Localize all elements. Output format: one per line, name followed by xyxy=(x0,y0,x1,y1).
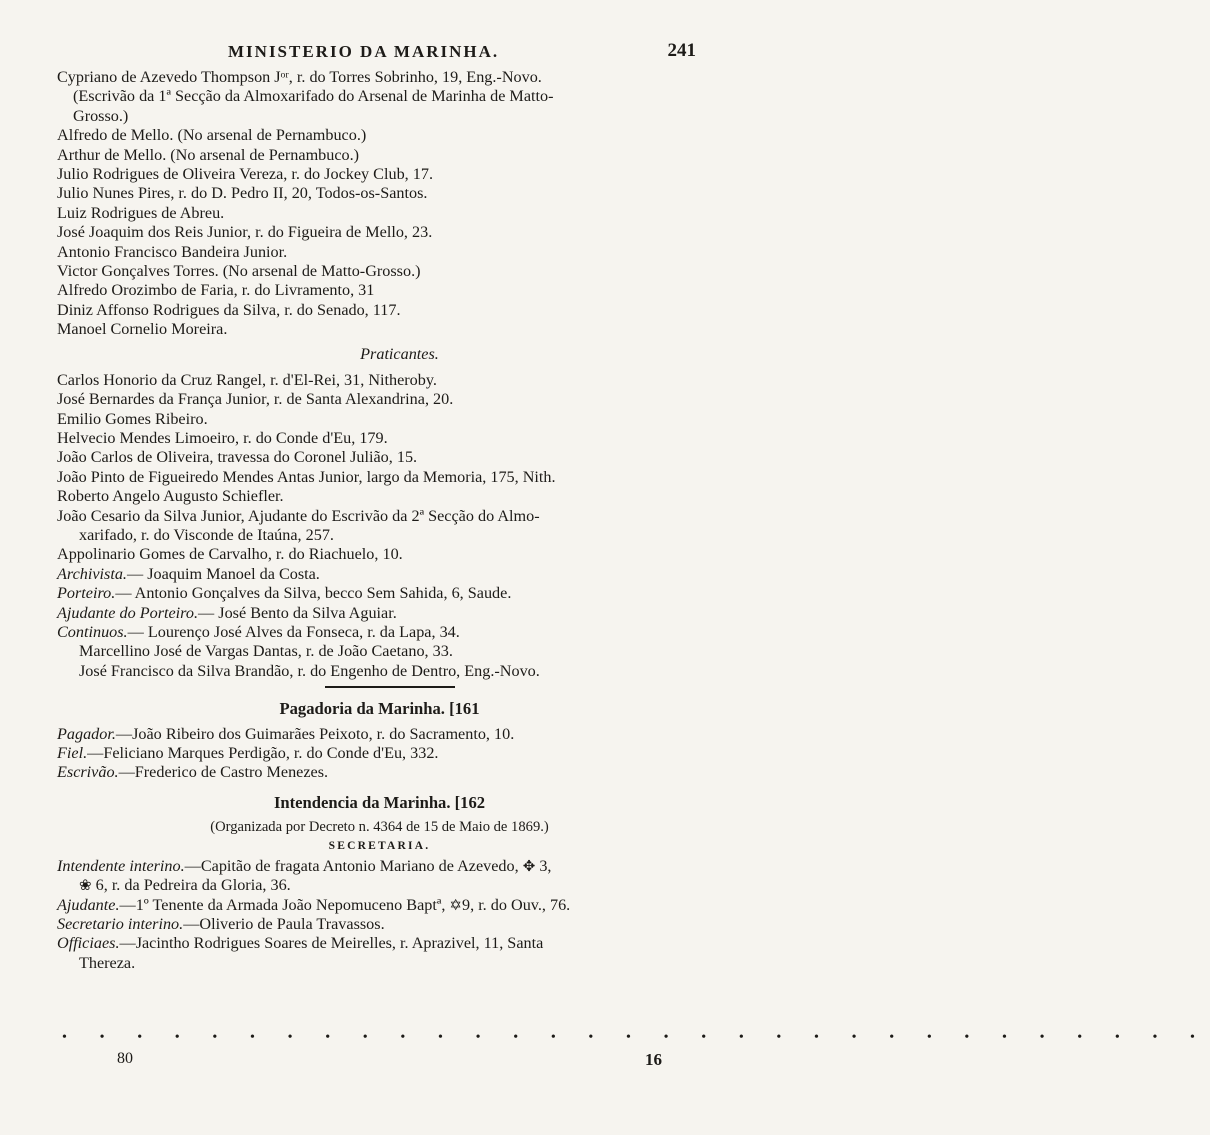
entry-text: — Antonio Gonçalves da Silva, becco Sem Sahida, 6, Saude. xyxy=(115,584,512,603)
archivista-entry xyxy=(57,565,702,584)
section-heading-pagadoria: Pagadoria da Marinha. [161 xyxy=(279,699,480,719)
intendente-entry xyxy=(57,857,702,876)
document-body xyxy=(57,68,702,973)
order-cross-icon: ✥ xyxy=(522,858,536,875)
text-line: Appolinario Gomes de Carvalho, r. do Riachuelo, 10. xyxy=(57,545,403,564)
continuos-entry xyxy=(57,623,702,642)
role-label: Officiaes. xyxy=(57,934,120,953)
role-label: Fiel. xyxy=(57,743,88,762)
text-line: Alfredo Orozimbo de Faria, r. do Livramento, 31 xyxy=(57,281,375,300)
text-line: Arthur de Mello. (No arsenal de Pernambuco.) xyxy=(57,145,360,164)
page-title: MINISTERIO DA MARINHA. xyxy=(228,42,500,61)
pagador-entry xyxy=(57,725,702,744)
page-number: 241 xyxy=(667,40,696,61)
text-line: Julio Rodrigues de Oliveira Vereza, r. do Jockey Club, 17. xyxy=(57,164,433,183)
text-line: João Carlos de Oliveira, travessa do Coronel Julião, 15. xyxy=(57,448,418,467)
entry-text: 6, r. da Pedreira da Gloria, 36. xyxy=(95,876,291,895)
text-line: Emilio Gomes Ribeiro. xyxy=(57,409,208,428)
text-line: José Joaquim dos Reis Junior, r. do Figueira de Mello, 23. xyxy=(57,223,433,242)
entry-text: —Frederico de Castro Menezes. xyxy=(118,763,329,782)
text-line: Diniz Affonso Rodrigues da Silva, r. do Senado, 117. xyxy=(57,300,401,319)
text-line: Helvecio Mendes Limoeiro, r. do Conde d'Eu, 179. xyxy=(57,429,388,448)
fiel-entry xyxy=(57,744,702,763)
order-star-icon: ✡ xyxy=(449,897,462,914)
role-label: Continuos. xyxy=(57,622,128,641)
entry-text: —João Ribeiro dos Guimarães Peixoto, r. do Sacramento, 10. xyxy=(115,724,515,743)
entry-text: — Joaquim Manoel da Costa. xyxy=(126,564,320,583)
entry-text: 9, r. do Ouv., 76. xyxy=(462,895,571,914)
intendente-entry-cont xyxy=(57,876,702,895)
escrivao-entry xyxy=(57,763,702,782)
text-line: João Cesario da Silva Junior, Ajudante do Escrivão da 2ª Secção do Almo- xyxy=(57,506,540,525)
ajudante-porteiro-entry xyxy=(57,604,702,623)
text-line: Grosso.) xyxy=(73,106,129,125)
role-label: Porteiro. xyxy=(57,584,116,603)
role-label: Intendente interino. xyxy=(57,856,185,875)
dotted-separator: • • • • • • • • • • • • • • • • • • • • • • • • • • • • • • • xyxy=(62,1030,1210,1045)
entry-text: —Jacintho Rodrigues Soares de Meirelles, r. Aprazivel, 11, Santa xyxy=(119,934,544,953)
text-line: Alfredo de Mello. (No arsenal de Pernambuco.) xyxy=(57,126,367,145)
section-heading-praticantes: Praticantes. xyxy=(360,345,439,364)
text-line: Marcellino José de Vargas Dantas, r. de João Caetano, 33. xyxy=(79,642,453,661)
entry-text: —1º Tenente da Armada João Nepomuceno Baptª, xyxy=(119,895,446,914)
text-line: Luiz Rodrigues de Abreu. xyxy=(57,203,225,222)
secretaria-label: SECRETARIA. xyxy=(328,840,431,853)
page-header xyxy=(60,42,700,68)
entry-text: —Feliciano Marques Perdigão, r. do Conde d'Eu, 332. xyxy=(87,743,439,762)
text-line: (Escrivão da 1ª Secção da Almoxarifado do Arsenal de Marinha de Matto- xyxy=(73,87,554,106)
entry-text: —Oliverio de Paula Travassos. xyxy=(183,915,385,934)
section-heading-intendencia: Intendencia da Marinha. [162 xyxy=(273,792,486,812)
role-label: Ajudante do Porteiro. xyxy=(57,603,199,622)
role-label: Escrivão. xyxy=(57,763,119,782)
entry-text: —Capitão de fragata Antonio Mariano de Azevedo, xyxy=(184,856,519,875)
text-line: Julio Nunes Pires, r. do D. Pedro II, 20, Todos-os-Santos. xyxy=(57,184,428,203)
text-line: José Bernardes da França Junior, r. de Santa Alexandrina, 20. xyxy=(57,390,454,409)
section-subtitle: (Organizada por Decreto n. 4364 de 15 de Maio de 1869.) xyxy=(210,819,549,836)
text-line: Roberto Angelo Augusto Schiefler. xyxy=(57,487,284,506)
text-line: João Pinto de Figueiredo Mendes Antas Junior, largo da Memoria, 175, Nith. xyxy=(57,467,556,486)
page-footer xyxy=(62,1050,702,1074)
ajudante-entry xyxy=(57,896,702,915)
porteiro-entry xyxy=(57,584,702,603)
entry-text: 3, xyxy=(539,856,552,875)
text-line: xarifado, r. do Visconde de Itaúna, 257. xyxy=(79,525,334,544)
section-divider xyxy=(57,681,702,693)
text-line: Carlos Honorio da Cruz Rangel, r. d'El-Rei, 31, Nitheroby. xyxy=(57,370,437,389)
role-label: Ajudante. xyxy=(57,895,120,914)
text-line: Antonio Francisco Bandeira Junior. xyxy=(57,242,288,261)
gathering-number: 16 xyxy=(645,1050,662,1069)
order-rose-icon: ❀ xyxy=(79,878,92,895)
signature-mark: 80 xyxy=(117,1050,133,1067)
entry-text: — Lourenço José Alves da Fonseca, r. da Lapa, 34. xyxy=(127,622,460,641)
text-line: Manoel Cornelio Moreira. xyxy=(57,320,228,339)
text-line: Victor Gonçalves Torres. (No arsenal de Matto-Grosso.) xyxy=(57,261,421,280)
text-line: José Francisco da Silva Brandão, r. do Engenho de Dentro, Eng.-Novo. xyxy=(79,661,540,680)
secretario-entry xyxy=(57,915,702,934)
officiaes-entry xyxy=(57,934,702,953)
entry-text: — José Bento da Silva Aguiar. xyxy=(198,603,397,622)
role-label: Pagador. xyxy=(57,724,116,743)
text-line: Thereza. xyxy=(79,953,136,972)
text-line: Cypriano de Azevedo Thompson Jᵒʳ, r. do Torres Sobrinho, 19, Eng.-Novo. xyxy=(57,68,542,86)
role-label: Archivista. xyxy=(57,564,127,583)
role-label: Secretario interino. xyxy=(57,915,184,934)
